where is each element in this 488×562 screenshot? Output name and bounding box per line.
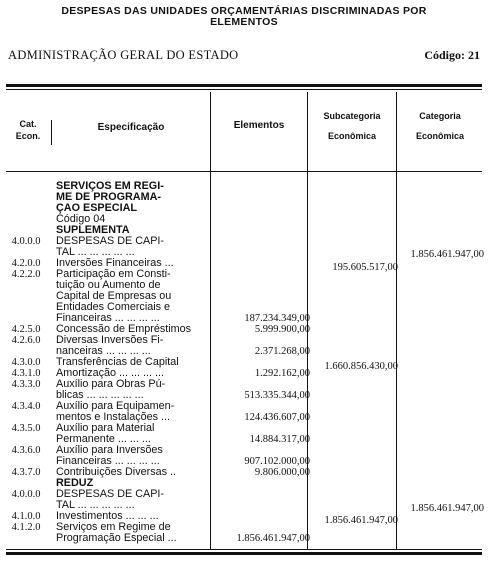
specification-line: DESPESAS DE CAPI- (56, 236, 165, 247)
specification-line: ÇÃO ESPECIAL (56, 203, 137, 214)
bottom-rule-thin (6, 549, 482, 550)
category-code: 4.2.2.0 (11, 269, 41, 280)
subcategory-value: 1.856.461.947,00 (324, 515, 398, 527)
specification-line: SERVIÇOS EM REGI- (56, 181, 164, 192)
agency-name: ADMINISTRAÇÃO GERAL DO ESTADO (8, 48, 239, 62)
category-code: 4.3.1.0 (11, 368, 41, 379)
element-value: 187.234.349,00 (244, 313, 310, 324)
element-value: 9.806.000,00 (254, 467, 310, 478)
specification-line: nanceiras ... ... ... ... (56, 346, 151, 357)
specification-line: Investimentos ... ... ... (56, 511, 159, 522)
specification-line: Diversas Inversões Fi- (56, 335, 164, 346)
category-code: 4.1.2.0 (11, 522, 41, 533)
category-code: 4.0.0.0 (11, 236, 41, 247)
specification-line: mentos e Instalações ... (56, 412, 171, 423)
top-rule-thick (6, 84, 482, 87)
specification-line: Amortização ... ... ... ... (56, 368, 165, 379)
element-value: 513.335.344,00 (244, 390, 310, 401)
specification-line: Entidades Comerciais e (56, 302, 171, 313)
header-cat-line-2: Econômica (415, 131, 464, 141)
specification-line: Financeiras ... ... ... ... (56, 456, 160, 467)
category-code: 4.3.6.0 (11, 445, 41, 456)
specification-line: Participação em Consti- (56, 269, 171, 280)
specification-line: Auxílio para Obras Pú- (56, 379, 166, 390)
specification-column (56, 181, 206, 544)
header-rule (6, 171, 482, 172)
specification-line: ME DE PROGRAMA- (56, 192, 161, 203)
category-code: 4.2.0.0 (11, 258, 41, 269)
header-elements: Elementos (233, 120, 285, 131)
specification-line: blicas ... ... ... ... ... (56, 390, 144, 401)
category-value: 1.856.461.947,00 (410, 503, 484, 515)
specification-line: Capital de Empresas ou (56, 291, 172, 302)
element-value: 124.436.607,00 (244, 412, 310, 423)
specification-line: Auxílio para Inversões (56, 445, 163, 456)
header-sub-line-2: Econômica (327, 131, 376, 141)
category-code: 4.3.3.0 (11, 379, 41, 390)
specification-line: Auxílio para Equipamen- (56, 401, 175, 412)
element-value: 907.102.000,00 (244, 456, 310, 467)
column-divider-1 (51, 120, 52, 145)
specification-line: tuição ou Aumento de (56, 280, 161, 291)
specification-line: DESPESAS DE CAPI- (56, 489, 165, 500)
category-code: 4.0.0.0 (11, 489, 41, 500)
specification-line: Concessão de Empréstimos (56, 324, 192, 335)
header-specification: Especificação (97, 122, 165, 133)
specification-line: Transferências de Capital (56, 357, 179, 368)
specification-line: SUPLEMENTA (56, 225, 130, 236)
element-value: 14.884.317,00 (249, 434, 310, 445)
specification-line: TAL ... ... ... ... ... (56, 247, 135, 258)
header-cat-line-1: Categoria (419, 111, 461, 121)
title-line-2: ELEMENTOS (210, 16, 278, 28)
category-code: 4.3.4.0 (11, 401, 41, 412)
header-category (398, 106, 482, 146)
element-value: 5.999.900,00 (254, 324, 310, 335)
header-econ: Econ. (15, 131, 41, 141)
category-code: 4.3.0.0 (11, 357, 41, 368)
category-code: 4.2.5.0 (11, 324, 41, 335)
bottom-rule-thick (6, 552, 482, 555)
header-sub-line-1: Subcategoria (323, 111, 381, 121)
top-rule-thin (6, 89, 482, 90)
category-value: 1.856.461.947,00 (410, 249, 484, 261)
column-divider-4 (396, 92, 397, 549)
specification-line: Contribuições Diversas .. (56, 467, 177, 478)
category-code: 4.3.5.0 (11, 423, 41, 434)
element-value: 1.292.162,00 (254, 368, 310, 379)
header-subcategory (309, 106, 395, 146)
header-cat: Cat. (19, 119, 37, 129)
specification-line: Serviços em Regime de (56, 522, 171, 533)
specification-line: Permanente ... ... ... (56, 434, 151, 445)
title-line-1: DESPESAS DAS UNIDADES ORÇAMENTÁRIAS DISCRIMINADAS POR (61, 5, 427, 17)
specification-line: TAL ... ... ... ... ... (56, 500, 135, 511)
category-code: 4.3.7.0 (11, 467, 41, 478)
category-code: 4.2.6.0 (11, 335, 41, 346)
element-value: 1.856.461.947,00 (236, 533, 310, 544)
header-cat-econ (6, 118, 50, 142)
subcategory-value: 195.605.517,00 (332, 262, 398, 274)
specification-line: Auxílio para Material (56, 423, 155, 434)
category-code: 4.1.0.0 (11, 511, 41, 522)
specification-line: Inversões Financeiras ... (56, 258, 174, 269)
specification-line: REDUZ (56, 478, 94, 489)
document-title (12, 6, 476, 28)
specification-line: Financeiras ... ... ... ... (56, 313, 160, 324)
specification-line: Código 04 (56, 214, 106, 225)
specification-line: Programação Especial ... (56, 533, 177, 544)
subcategory-value: 1.660.856.430,00 (324, 361, 398, 373)
element-value: 2.371.268,00 (254, 346, 310, 357)
column-divider-2 (210, 92, 211, 549)
agency-code: Código: 21 (424, 48, 480, 62)
